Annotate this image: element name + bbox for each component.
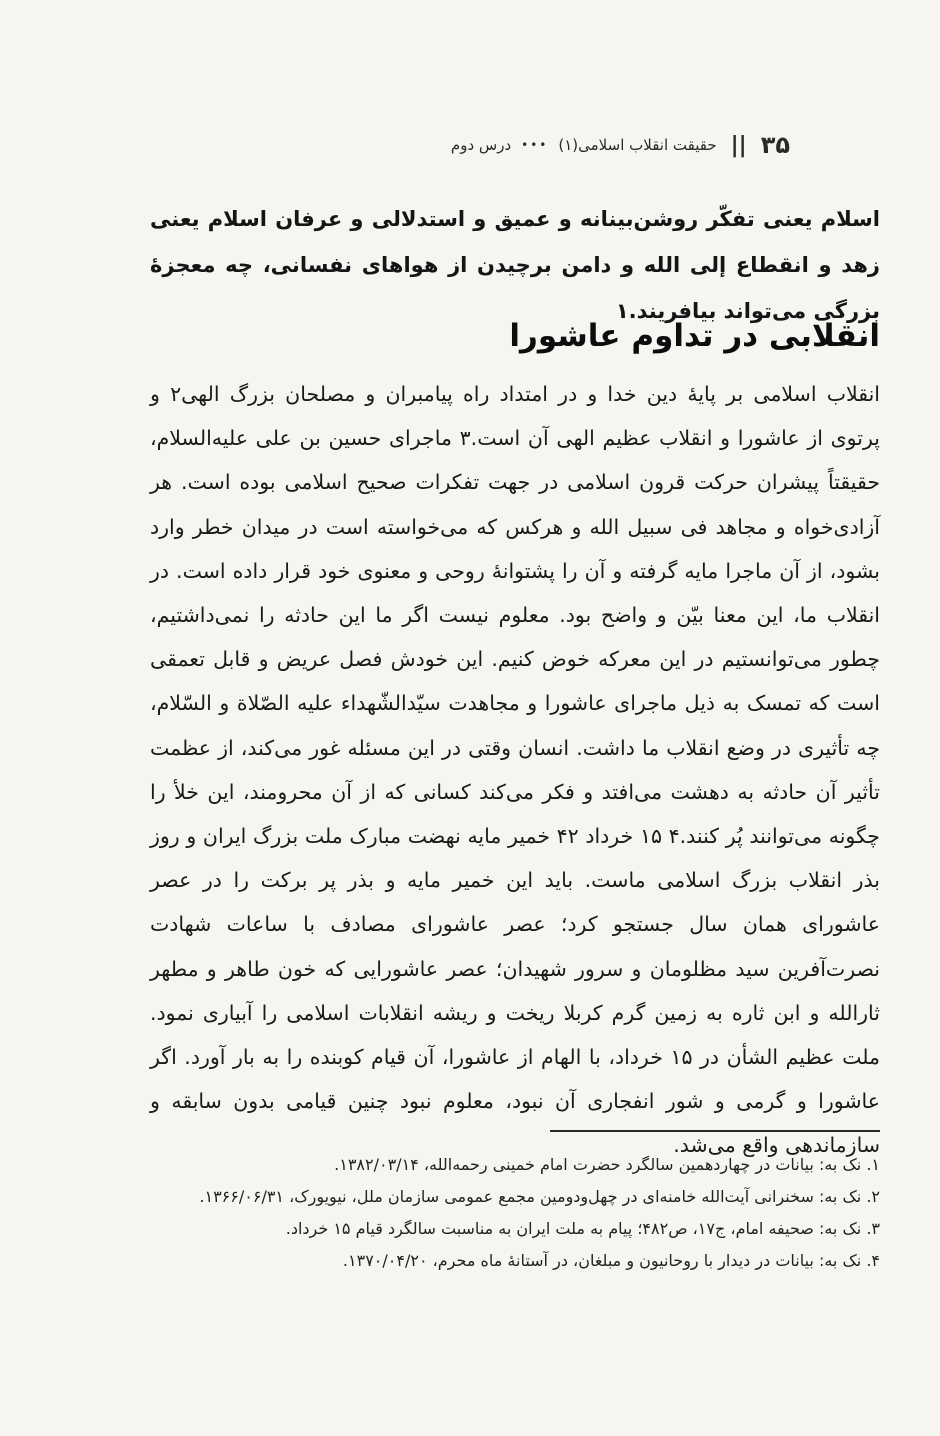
running-header [100, 128, 790, 162]
footnotes-list [150, 1150, 880, 1278]
lesson-title: درس دوم [450, 136, 512, 154]
footnote-1: ۱. نک به: بیانات در چهاردهمین سالگرد حضرت امام خمینی رحمه‌الله، ۱۳۸۲/۰۳/۱۴. [334, 1155, 880, 1174]
footnote-3: ۳. نک به: صحیفه امام، ج۱۷، ص۴۸۲؛ پیام به ملت ایران به مناسبت سالگرد قیام ۱۵ خرداد. [285, 1219, 880, 1238]
header-separator-bars: || [730, 132, 747, 158]
page-number: ۳۵ [760, 131, 790, 159]
footnote-2: ۲. نک به: سخنرانی آیت‌الله خامنه‌ای در چهل‌ودومین مجمع عمومی سازمان ملل، نیویورک، ۱۳۶۶/۰۶/۳۱. [199, 1187, 880, 1206]
header-dots: ••• [521, 138, 549, 152]
footnote-4: ۴. نک به: بیانات در دیدار با روحانیون و مبلغان، در آستانهٔ ماه محرم، ۱۳۷۰/۰۴/۲۰. [342, 1251, 880, 1270]
intro-paragraph: اسلام یعنی تفکّر روشن‌بینانه و عمیق و استدلالی و عرفان اسلام یعنی زهد و انقطاع إلی الله و دامن برچیدن از هواهای نفسانی، چه معجزهٔ بزرگی می‌تواند بیافریند.۱ [150, 207, 880, 323]
body-paragraph: انقلاب اسلامی بر پایهٔ دین خدا و در امتداد راه پیامبران و مصلحان بزرگ الهی۲ و پرتوی از عاشورا و انقلاب عظیم الهی آن است.۳ ماجرای حسین بن علی علیه‌السلام، حقیقتاً پیشران حرکت قرون اسلامی در جهت تفکرات صحیح اسلامی بوده است. هر آزادی‌خواه و مجاهد فی سبیل الله و هرکس که می‌خواسته است در میدان خطر وارد بشود، از آن ماجرا مایه گرفته و آن را پشتوانهٔ روحی و معنوی خود قرار داده است. در انقلاب ما، این معنا بیّن و واضح بود. معلوم نیست اگر ما این حادثه را نمی‌داشتیم، چطور می‌توانستیم در این معرکه خوض کنیم. این خودش فصل عریض و قابل تعمقی است که تمسک به ذیل ماجرای عاشورا و مجاهدت سیّدالشّهداء علیه الصّلاة و السّلام، چه تأثیری در وضع انقلاب ما داشت. انسان وقتی در این مسئله غور می‌کند، از عظمت تأثیر آن حادثه به دهشت می‌افتد و فکر می‌کند کسانی که از آن محرومند، این خلأ را چگونه می‌توانند پُر کنند.۴ ۱۵ خرداد ۴۲ خمیر مایه نهضت مبارک ملت بزرگ ایران و روز بذر انقلاب بزرگ اسلامی ماست. باید این خمیر مایه و بذر پر برکت را در عصر عاشورای همان سال جستجو کرد؛ عصر عاشورای مصادف با ساعات شهادت نصرت‌آفرین سید مظلومان و سرور شهیدان؛ عصر عاشورایی که خون طاهر و مطهر ثارالله و ابن ثاره به زمین گرم کربلا ریخت و ریشه انقلابات اسلامی را آبیاری نمود. ملت عظیم الشأن در ۱۵ خرداد، با الهام از عاشورا، آن قیام کوبنده را به بار آورد. اگر عاشورا و گرمی و شور انفجاری آن نبود، معلوم نبود چنین قیامی بدون سابقه و سازماندهی واقع می‌شد. [150, 382, 880, 1158]
chapter-title: حقیقت انقلاب اسلامی(۱) [558, 136, 717, 154]
section-heading: انقلابی در تداوم عاشورا [509, 318, 880, 354]
footnote-divider [550, 1130, 880, 1132]
